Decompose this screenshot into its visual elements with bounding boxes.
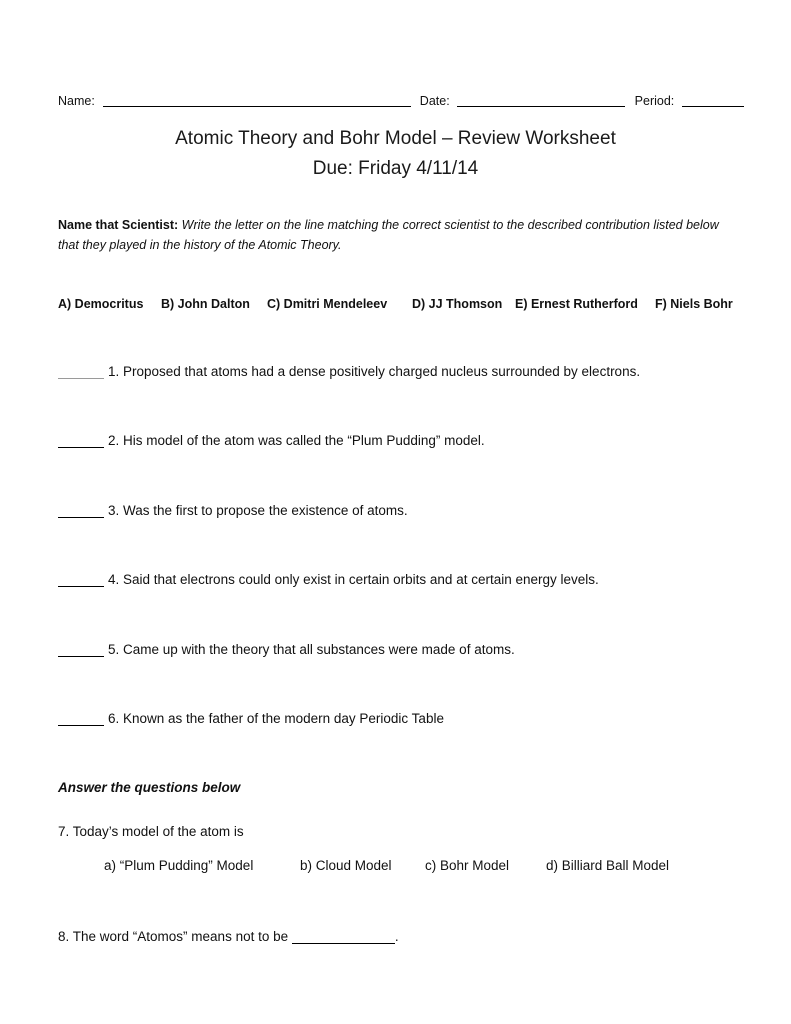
period-label: Period: [634, 94, 675, 108]
instructions [58, 216, 733, 255]
matching-question [58, 363, 640, 381]
question-8 [58, 928, 399, 946]
question-7: 7. Today’s model of the atom is [58, 824, 244, 839]
date-line [457, 93, 625, 107]
answer-blank[interactable] [58, 434, 104, 448]
question-text: 6. Known as the father of the modern day Periodic Table [108, 711, 444, 726]
question-8-text: 8. The word “Atomos” means not to be [58, 929, 289, 944]
answer-blank[interactable] [58, 365, 104, 379]
mc-option[interactable]: a) “Plum Pudding” Model [104, 858, 254, 873]
period-line [682, 93, 744, 107]
instructions-heading: Name that Scientist: [58, 218, 179, 232]
question-text: 5. Came up with the theory that all substances were made of atoms. [108, 642, 515, 657]
name-line [103, 93, 411, 107]
answer-blank[interactable] [58, 712, 104, 726]
matching-question [58, 710, 444, 728]
header-row [58, 93, 738, 109]
date-label: Date: [419, 94, 450, 108]
answer-blank[interactable] [58, 643, 104, 657]
scientist-option: D) JJ Thomson [412, 297, 503, 311]
name-label: Name: [58, 94, 95, 108]
scientist-option: C) Dmitri Mendeleev [267, 297, 388, 311]
question-text: 4. Said that electrons could only exist in certain orbits and at certain energy levels. [108, 572, 599, 587]
instructions-text: Write the letter on the line matching the correct scientist to the described contribution listed below that they played in the history of the Atomic Theory. [58, 218, 719, 252]
question-text: 3. Was the first to propose the existence of atoms. [108, 503, 408, 518]
scientist-option: E) Ernest Rutherford [515, 297, 638, 311]
matching-question [58, 641, 515, 659]
question-text: 1. Proposed that atoms had a dense positively charged nucleus surrounded by electrons. [108, 364, 641, 379]
matching-question [58, 432, 485, 450]
matching-question [58, 502, 408, 520]
mc-option[interactable]: d) Billiard Ball Model [546, 858, 670, 873]
due-date: Due: Friday 4/11/14 [312, 158, 479, 179]
page-title: Atomic Theory and Bohr Model – Review Worksheet [175, 128, 616, 149]
answer-blank[interactable] [58, 504, 104, 518]
mc-option[interactable]: c) Bohr Model [425, 858, 510, 873]
scientist-option: A) Democritus [58, 297, 144, 311]
answer-blank[interactable] [292, 930, 395, 944]
question-8-period: . [394, 929, 399, 944]
matching-question [58, 571, 599, 589]
scientist-option: F) Niels Bohr [655, 297, 733, 311]
mc-option[interactable]: b) Cloud Model [300, 858, 392, 873]
section-heading: Answer the questions below [58, 780, 241, 795]
question-text: 2. His model of the atom was called the “Plum Pudding” model. [108, 433, 485, 448]
answer-blank[interactable] [58, 573, 104, 587]
scientist-option: B) John Dalton [161, 297, 250, 311]
